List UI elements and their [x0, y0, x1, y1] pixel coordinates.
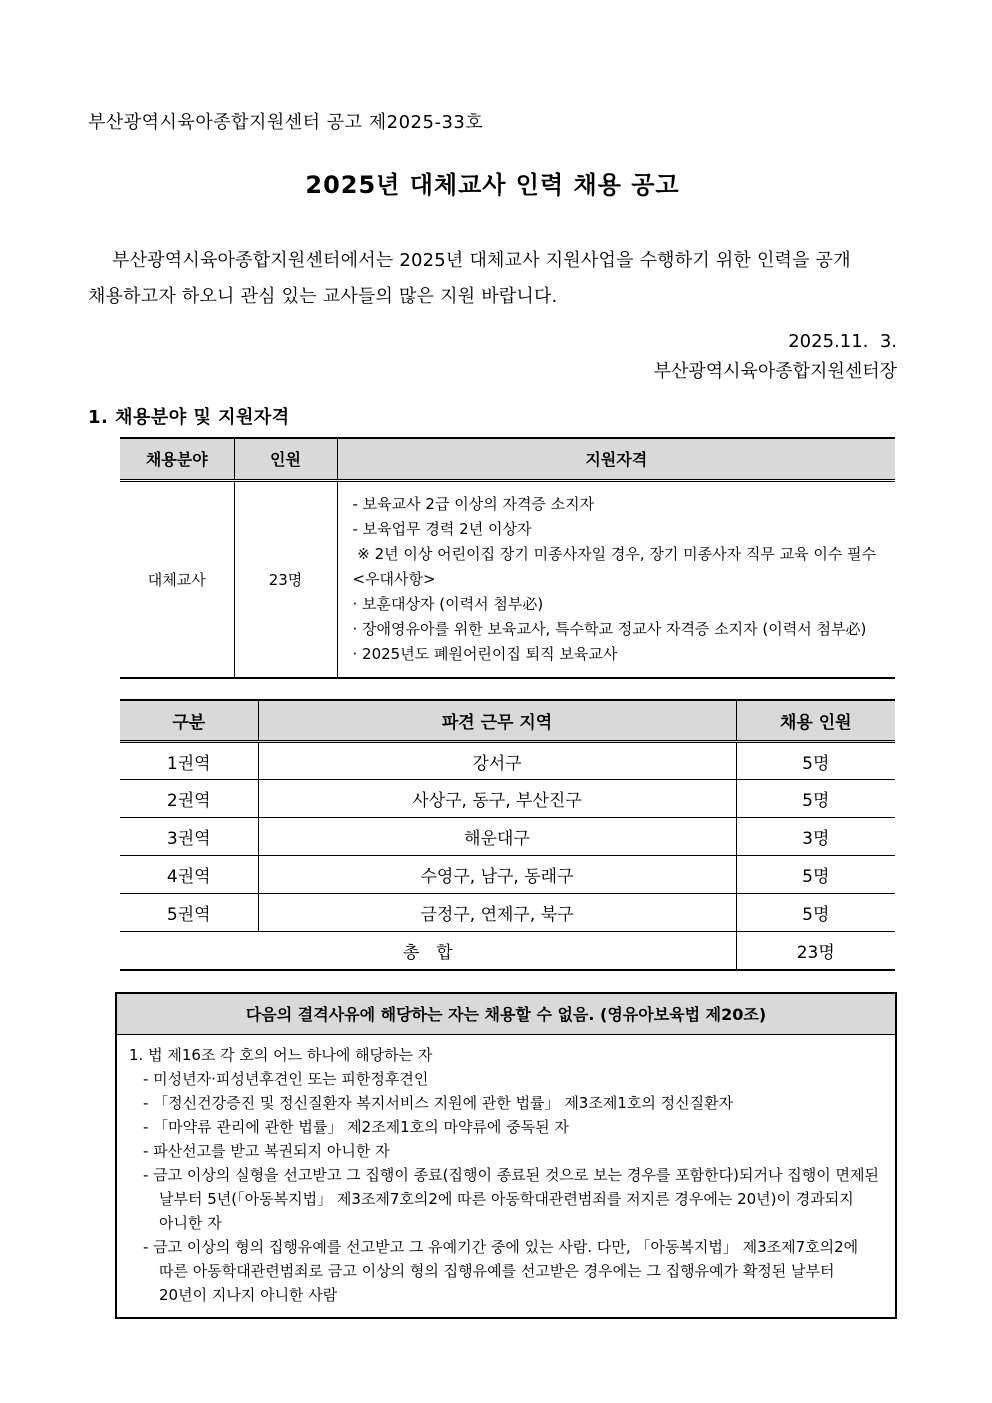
recruit-table-row [120, 480, 895, 678]
disqualification-box [115, 992, 897, 1319]
region-table-header-row [120, 700, 895, 742]
table-row [120, 742, 895, 780]
qualification-line: - 보육업무 경력 2년 이상자 [352, 519, 532, 538]
header-headcount: 인원 [234, 438, 337, 480]
region-cell: 금정구, 연제구, 북구 [258, 894, 736, 932]
region-cell: 강서구 [258, 742, 736, 780]
recruit-table-header-row [120, 438, 895, 480]
region-cell: 사상구, 동구, 부산진구 [258, 780, 736, 818]
count-cell: 5명 [736, 894, 895, 932]
announcement-date: 2025.11. 3. [788, 331, 897, 352]
total-label-cell: 총 합 [120, 932, 736, 970]
recruit-field-cell: 대체교사 [120, 480, 234, 678]
intro-paragraph: 부산광역시육아종합지원센터에서는 2025년 대체교사 지원사업을 수행하기 위한 인력을 공개 채용하고자 하오니 관심 있는 교사들의 많은 지원 바랍니다. [88, 250, 851, 307]
header-recruit-field: 채용분야 [120, 438, 234, 480]
zone-cell: 1권역 [120, 742, 258, 780]
qualification-line: · 장애영유아를 위한 보육교사, 특수학교 정교사 자격증 소지자 (이력서 첨부必) [352, 619, 867, 638]
qualification-line: ※ 2년 이상 어린이집 장기 미종사자일 경우, 장기 미종사자 직무 교육 이수 필수 [352, 544, 877, 563]
disqualification-item: - 미성년자·피성년후견인 또는 피한정후견인 [143, 1069, 429, 1088]
region-table [120, 699, 895, 971]
zone-cell: 5권역 [120, 894, 258, 932]
headcount-cell: 23명 [234, 480, 337, 678]
table-row [120, 780, 895, 818]
signer: 부산광역시육아종합지원센터장 [653, 361, 897, 382]
count-cell: 5명 [736, 856, 895, 894]
table-row [120, 818, 895, 856]
disqualification-body [117, 1035, 895, 1317]
qualification-line: · 2025년도 폐원어린이집 퇴직 보육교사 [352, 644, 618, 663]
header-zone: 구분 [120, 700, 258, 742]
zone-cell: 3권역 [120, 818, 258, 856]
header-region: 파견 근무 지역 [258, 700, 736, 742]
count-cell: 3명 [736, 818, 895, 856]
qualification-line: - 보육교사 2급 이상의 자격증 소지자 [352, 494, 595, 513]
header-hire-count: 채용 인원 [736, 700, 895, 742]
doc-number: 부산광역시육아종합지원센터 공고 제2025-33호 [88, 112, 484, 133]
region-table-body [120, 742, 895, 932]
total-count-cell: 23명 [736, 932, 895, 970]
count-cell: 5명 [736, 780, 895, 818]
header-qualification: 지원자격 [337, 438, 895, 480]
zone-cell: 2권역 [120, 780, 258, 818]
disqualification-item: - 「마약류 관리에 관한 법률」 제2조제1호의 마약류에 중독된 자 [143, 1117, 569, 1136]
qualification-line: <우대사항> [352, 569, 436, 588]
disqualification-list [129, 1067, 885, 1307]
page-title: 2025년 대체교사 인력 채용 공고 [305, 171, 680, 199]
table-row [120, 856, 895, 894]
zone-cell: 4권역 [120, 856, 258, 894]
disqualification-item: - 금고 이상의 실형을 선고받고 그 집행이 종료(집행이 종료된 것으로 보는 경우를 포함한다)되거나 집행이 면제된 날부터 5년(「아동복지법」 제3조제7호의2에 따른 아동학대관련범죄를 저지른 경우에는 20년)이 경과되지 아니한 자 [143, 1165, 884, 1232]
disqualification-item: - 「정신건강증진 및 정신질환자 복지서비스 지원에 관한 법률」 제3조제1호의 정신질환자 [143, 1093, 734, 1112]
disqualification-item: - 파산선고를 받고 복권되지 아니한 자 [143, 1141, 390, 1160]
qualification-line: · 보훈대상자 (이력서 첨부必) [352, 594, 544, 613]
count-cell: 5명 [736, 742, 895, 780]
disqualification-item: - 금고 이상의 형의 집행유예를 선고받고 그 유예기간 중에 있는 사람. 다만, 「아동복지법」 제3조제7호의2에 따른 아동학대관련범죄로 금고 이상의 형의 집행유예를 선고받은 경우에는 그 집행유예가 확정된 날부터 20년이 지나지 아니한 사람 [143, 1237, 863, 1304]
region-cell: 수영구, 남구, 동래구 [258, 856, 736, 894]
disqualification-header: 다음의 결격사유에 해당하는 자는 채용할 수 없음. (영유아보육법 제20조) [117, 994, 895, 1035]
table-row [120, 894, 895, 932]
qualification-cell [337, 480, 895, 678]
total-row [120, 932, 895, 970]
recruit-table [120, 437, 895, 679]
region-cell: 해운대구 [258, 818, 736, 856]
section-1-heading: 1. 채용분야 및 지원자격 [88, 407, 290, 428]
disqualification-intro: 1. 법 제16조 각 호의 어느 하나에 해당하는 자 [129, 1045, 433, 1064]
